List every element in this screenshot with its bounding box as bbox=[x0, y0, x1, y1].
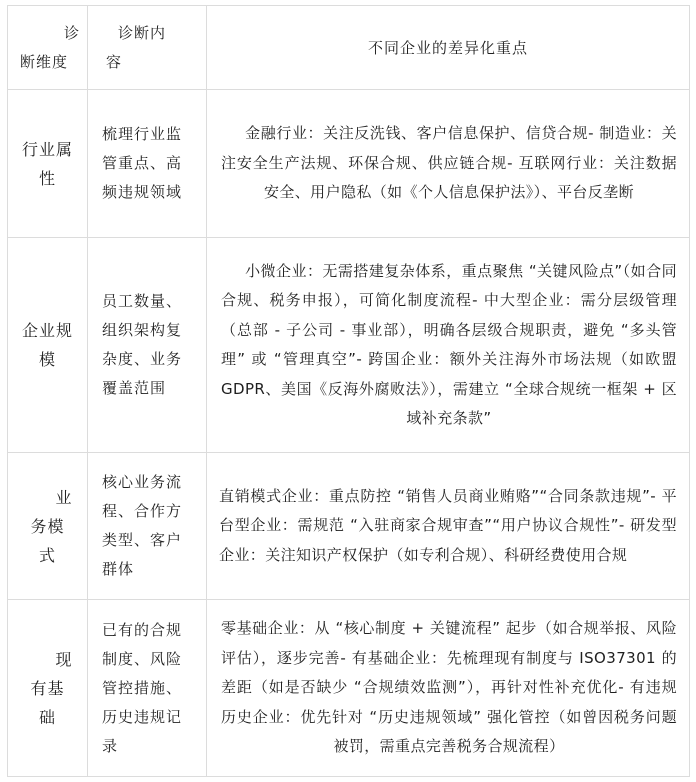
table-header-row bbox=[8, 6, 690, 90]
header-content bbox=[88, 6, 207, 90]
row-difference-text: 金融行业：关注反洗钱、客户信息保护、信贷合规- 制造业：关注安全生产法规、环保合规、供应链合规- 互联网行业：关注数据安全、用户隐私（如《个人信息保护法》）、平台反垄断 bbox=[221, 124, 677, 202]
row-difference-text: 小微企业：无需搭建复杂体系，重点聚焦 “关键风险点”（如合同合规、税务申报），可简化制度流程- 中大型企业：需分层级管理（总部 - 子公司 - 事业部），明确各层级合规职责，避免 “多头管理” 或 “管理真空”- 跨国企业：额外关注海外市场法规（如欧盟 GDPR、美国《反海外腐败法》），需建立 “全球合规统一框架 + 区域补充条款” bbox=[221, 261, 677, 427]
header-dimension-text: 诊断维度 bbox=[20, 23, 81, 71]
row-content-text: 梳理行业监管重点、高频违规领域 bbox=[102, 125, 183, 201]
row-content bbox=[88, 600, 207, 777]
row-content bbox=[88, 90, 207, 238]
table-row bbox=[8, 238, 690, 453]
table-row bbox=[8, 600, 690, 777]
row-difference bbox=[207, 600, 690, 777]
row-dimension-text: 行业属性 bbox=[21, 139, 73, 188]
row-content-text: 员工数量、组织架构复杂度、业务覆盖范围 bbox=[102, 292, 183, 397]
row-difference-text: 零基础企业：从 “核心制度 + 关键流程” 起步（如合规举报、风险评估），逐步完善- 有基础企业：先梳理现有制度与 ISO37301 的差距（如是否缺少 “合规绩效监测”），再针对性补充优化- 有违规历史企业：优先针对 “历史违规领域” 强化管控（如曾因税务问题被罚，需重点完善税务合规流程） bbox=[221, 619, 677, 756]
row-dimension-text: 现有基础 bbox=[30, 649, 73, 727]
row-dimension bbox=[8, 90, 88, 238]
row-content-text: 已有的合规制度、风险管控措施、历史违规记录 bbox=[102, 620, 183, 755]
row-dimension-text: 企业规模 bbox=[21, 321, 73, 369]
row-difference-text: 直销模式企业：重点防控 “销售人员商业贿赂”“合同条款违规”- 平台型企业：需规范 “入驻商家合规审查”“用户协议合规性”- 研发型企业：关注知识产权保护（如专利合规）、科研经费使用合规 bbox=[219, 486, 677, 564]
row-difference bbox=[207, 238, 690, 453]
table-row bbox=[8, 453, 690, 600]
row-difference bbox=[207, 90, 690, 238]
header-difference bbox=[207, 6, 690, 90]
row-content-text: 核心业务流程、合作方类型、客户群体 bbox=[102, 473, 183, 578]
row-content bbox=[88, 238, 207, 453]
row-dimension bbox=[8, 238, 88, 453]
row-difference bbox=[207, 453, 690, 600]
row-content bbox=[88, 453, 207, 600]
diagnosis-table bbox=[7, 5, 690, 777]
row-dimension-text: 业务模式 bbox=[30, 487, 73, 565]
header-content-text: 诊断内容 bbox=[106, 23, 167, 71]
header-difference-text: 不同企业的差异化重点 bbox=[367, 39, 528, 57]
row-dimension bbox=[8, 600, 88, 777]
row-dimension bbox=[8, 453, 88, 600]
header-dimension bbox=[8, 6, 88, 90]
table-row bbox=[8, 90, 690, 238]
